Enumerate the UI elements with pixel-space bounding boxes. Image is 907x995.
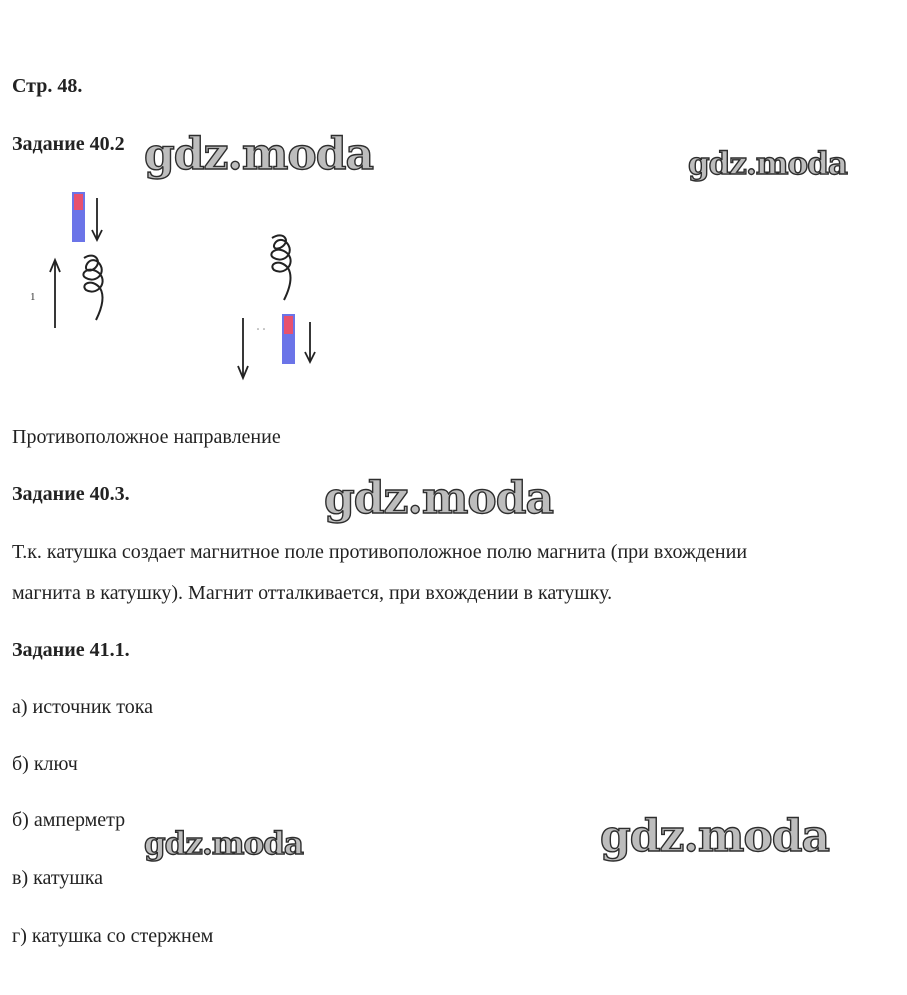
- dot-mark: [257, 328, 259, 330]
- task-40-2-heading: Задание 40.2: [12, 133, 125, 155]
- magnet-north-highlight: [74, 194, 83, 210]
- current-direction-arrow: [238, 318, 248, 378]
- coil: [271, 235, 290, 300]
- coil: [83, 256, 102, 320]
- task-40-3-heading: Задание 40.3.: [12, 483, 130, 505]
- figure-label: 1: [30, 291, 36, 303]
- magnet-north-highlight: [284, 316, 293, 334]
- list-item: а) источник тока: [12, 696, 154, 718]
- magnet-south-pole: [72, 216, 85, 242]
- magnet-motion-arrow: [92, 198, 102, 240]
- task-40-2-answer: Противоположное направление: [12, 426, 281, 448]
- watermark-logo: gdz.moda: [144, 826, 303, 862]
- magnet-motion-arrow: [305, 322, 315, 362]
- watermark-logo: gdz.moda: [144, 129, 374, 180]
- page-number: Стр. 48.: [12, 75, 83, 97]
- task-41-1-heading: Задание 41.1.: [12, 639, 130, 661]
- task-40-3-answer-line: Т.к. катушка создает магнитное поле противоположное полю магнита (при вхождении: [12, 541, 748, 563]
- coil-magnet-diagram: [0, 180, 340, 385]
- watermark-logo: gdz.moda: [600, 811, 830, 862]
- watermark-logo: gdz.moda: [324, 473, 554, 524]
- dot-mark: [263, 328, 265, 330]
- current-direction-arrow: [50, 260, 60, 328]
- task-40-3-answer-line: магнита в катушку). Магнит отталкивается, при вхождении в катушку.: [12, 582, 613, 604]
- list-item: б) ключ: [12, 753, 78, 775]
- magnet-south-pole: [282, 338, 295, 364]
- list-item: б) амперметр: [12, 809, 126, 831]
- watermark-logo: gdz.moda: [688, 146, 847, 182]
- list-item: г) катушка со стержнем: [12, 925, 214, 947]
- list-item: в) катушка: [12, 867, 104, 889]
